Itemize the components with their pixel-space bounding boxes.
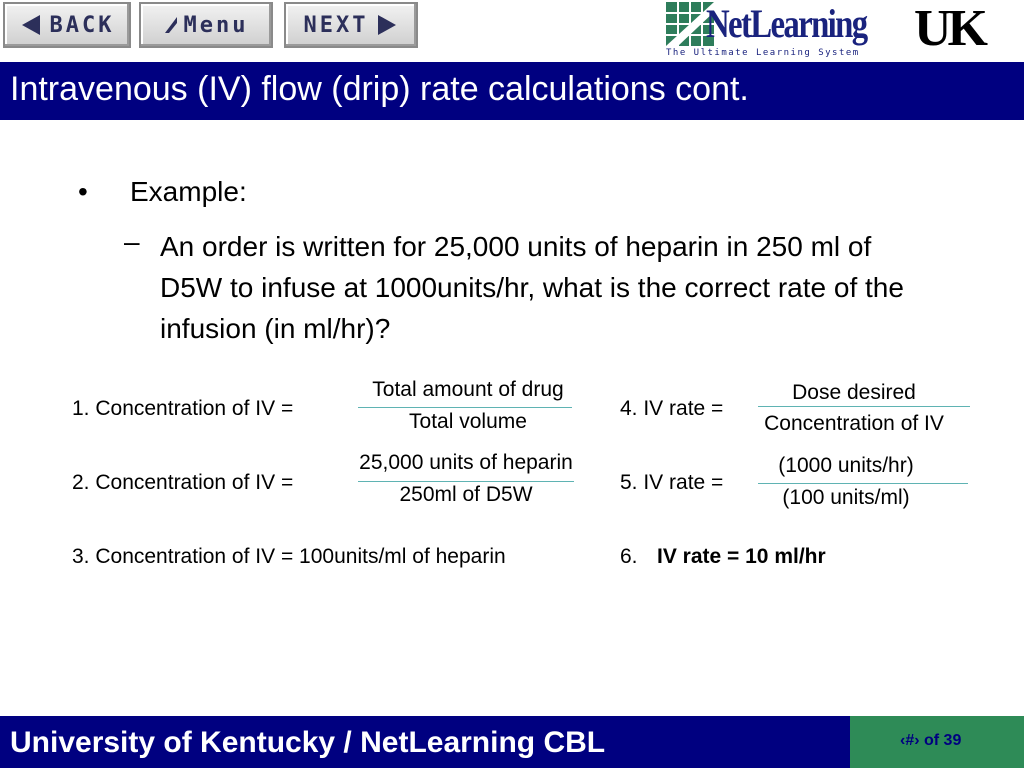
step2-denominator: 250ml of D5W: [399, 483, 533, 506]
slide-title: Intravenous (IV) flow (drip) rate calculations cont.: [10, 70, 749, 108]
dash-marker: –: [124, 226, 140, 257]
menu-button[interactable]: [139, 2, 273, 48]
back-button[interactable]: [3, 2, 131, 48]
step4-numerator: Dose desired: [792, 381, 916, 404]
sub-bullet-text: An order is written for 25,000 units of heparin in 250 ml of D5W to infuse at 1000units/hr, what is the correct rate of the infusion (in ml/hr)?: [160, 231, 904, 344]
menu-icon: [164, 16, 178, 34]
netlearning-wordmark: NetLearning: [706, 1, 867, 46]
step1-fraction-line: [358, 407, 572, 408]
bullet-marker: •: [78, 176, 88, 207]
arrow-left-icon: [20, 13, 42, 37]
footer-bar: [0, 716, 1024, 768]
netlearning-tagline: The Ultimate Learning System: [666, 48, 860, 58]
step2-label: 2. Concentration of IV =: [72, 471, 294, 494]
step6-result: IV rate = 10 ml/hr: [657, 545, 826, 568]
netlearning-logo: [666, 2, 872, 58]
step1-numerator: Total amount of drug: [372, 378, 564, 401]
page-counter-box: [850, 716, 1024, 768]
step2-numerator: 25,000 units of heparin: [359, 451, 573, 474]
step5-denominator: (100 units/ml): [782, 486, 910, 509]
next-button-label: NEXT: [303, 12, 369, 38]
bullet-text: Example:: [130, 176, 247, 207]
step3-label: 3. Concentration of IV = 100units/ml of heparin: [72, 545, 506, 568]
arrow-right-icon: [376, 13, 398, 37]
step5-fraction-line: [758, 483, 968, 484]
step5-label: 5. IV rate =: [620, 471, 724, 494]
page-counter: ‹#› of 39: [900, 732, 962, 749]
step4-fraction-line: [758, 406, 970, 407]
step4-label: 4. IV rate =: [620, 397, 724, 420]
step4-denominator: Concentration of IV: [764, 412, 944, 435]
step6-label: 6.: [620, 545, 638, 568]
menu-button-label: Menu: [183, 12, 249, 38]
step5-numerator: (1000 units/hr): [778, 454, 914, 477]
footer-text: University of Kentucky / NetLearning CBL: [10, 726, 606, 759]
next-button[interactable]: [284, 2, 418, 48]
title-bar: [0, 62, 1024, 120]
step2-fraction-line: [358, 481, 574, 482]
step1-denominator: Total volume: [409, 410, 527, 433]
back-button-label: BACK: [49, 12, 115, 38]
uk-logo: UK: [914, 0, 984, 57]
step1-label: 1. Concentration of IV =: [72, 397, 294, 420]
